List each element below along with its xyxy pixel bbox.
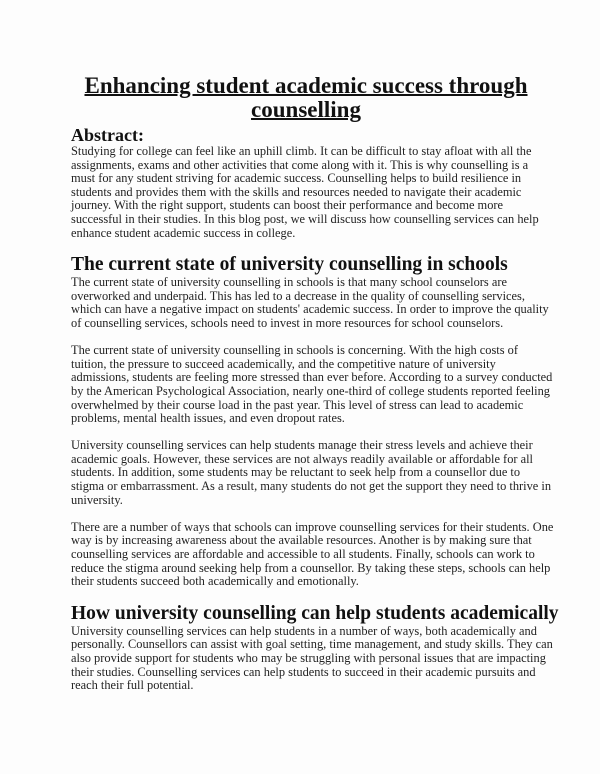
paragraph: [71, 623, 553, 693]
paragraph-line: reach their full potential.: [71, 678, 194, 693]
paragraph-line: enhance student academic success in college.: [71, 225, 296, 240]
paragraph-line: University counselling services can help students manage their stress levels and achieve their: [71, 438, 533, 453]
document-body: [71, 73, 559, 693]
paragraph-line: The current state of university counselling in schools is concerning. With the high costs of: [71, 343, 518, 358]
paragraph-line: students and provides them with the skills and resources needed to navigate their academic: [71, 184, 522, 199]
section-heading: The current state of university counselling in schools: [71, 254, 508, 276]
document-title: [71, 74, 541, 122]
paragraph-line: way is by increasing awareness about the available resources. Another is by making sure that: [71, 533, 532, 548]
paragraph: [71, 519, 554, 589]
paragraph-line: also provide support for students who may be struggling with personal issues that are impacting: [71, 651, 546, 665]
paragraph: [71, 145, 541, 240]
paragraph-line: counselling services are affordable and accessible to all students. Finally, schools can work to: [71, 547, 535, 562]
paragraph-line: personally. Counsellors can assist with goal setting, time management, and study skills. They can: [71, 637, 553, 652]
paragraph-line: The current state of university counselling in schools is that many school counselors are: [71, 275, 507, 290]
paragraph-line: stigma or embarrassment. As a result, many students do not get the support they need to thrive in: [71, 479, 552, 494]
paragraph-line: university.: [71, 492, 123, 507]
paragraph-line: problems, mental health issues, and even dropout rates.: [71, 411, 345, 426]
paragraph-line: their students succeed both academically and emotionally.: [71, 574, 359, 589]
paragraph-line: overworked and underpaid. This has led to a decrease in the quality of counselling services,: [71, 288, 525, 303]
paragraph-line: by the American Psychological Association, nearly one-third of college students reported feeling: [71, 383, 550, 398]
paragraph-line: assignments, exams and other activities that come along with it. This is why counselling is a: [71, 157, 529, 172]
paragraph-line: Studying for college can feel like an uphill climb. It can be difficult to stay afloat with all the: [71, 144, 532, 158]
paragraph-line: successful in their studies. In this blog post, we will discuss how counselling services can help: [71, 211, 539, 226]
paragraph-line: their studies. Counselling services can help students to succeed in their academic pursuits and: [71, 664, 536, 679]
paragraph: [71, 438, 552, 507]
paragraph: [71, 275, 549, 330]
paragraph-line: of counselling services, schools need to invest in more resources for school counselors.: [71, 315, 504, 330]
paragraph-line: academic goals. However, these services are not always readily available or affordable for all: [71, 451, 533, 466]
paragraph-line: tuition, the pressure to succeed academically, and the competitive nature of university: [71, 356, 496, 371]
paragraph-line: admissions, students are feeling more stressed than ever before. According to a survey conducted: [71, 370, 553, 385]
paragraph-line: reduce the stigma around seeking help from a counsellor. By taking these steps, schools can help: [71, 560, 551, 575]
section-heading: How university counselling can help students academically: [71, 602, 559, 624]
paragraph-line: journey. With the right support, students can boost their performance and become more: [71, 198, 504, 213]
title-line: counselling: [251, 97, 361, 122]
title-line: Enhancing student academic success through: [84, 73, 528, 98]
paragraph-line: students. In addition, some students may be reluctant to seek help from a counsellor due to: [71, 465, 521, 480]
paragraph-line: There are a number of ways that schools can improve counselling services for their students. One: [71, 519, 554, 534]
paragraph-line: which can have a negative impact on students' academic success. In order to improve the quality: [71, 302, 549, 317]
paragraph: [71, 343, 553, 426]
paragraph-line: University counselling services can help students in a number of ways, both academically and: [71, 623, 537, 638]
section-heading: Abstract:: [71, 125, 144, 145]
paragraph-line: must for any student striving for academic success. Counselling helps to build resilience in: [71, 171, 522, 186]
paragraph-line: overwhelmed by their course load in the past year. This level of stress can lead to academic: [71, 397, 524, 412]
